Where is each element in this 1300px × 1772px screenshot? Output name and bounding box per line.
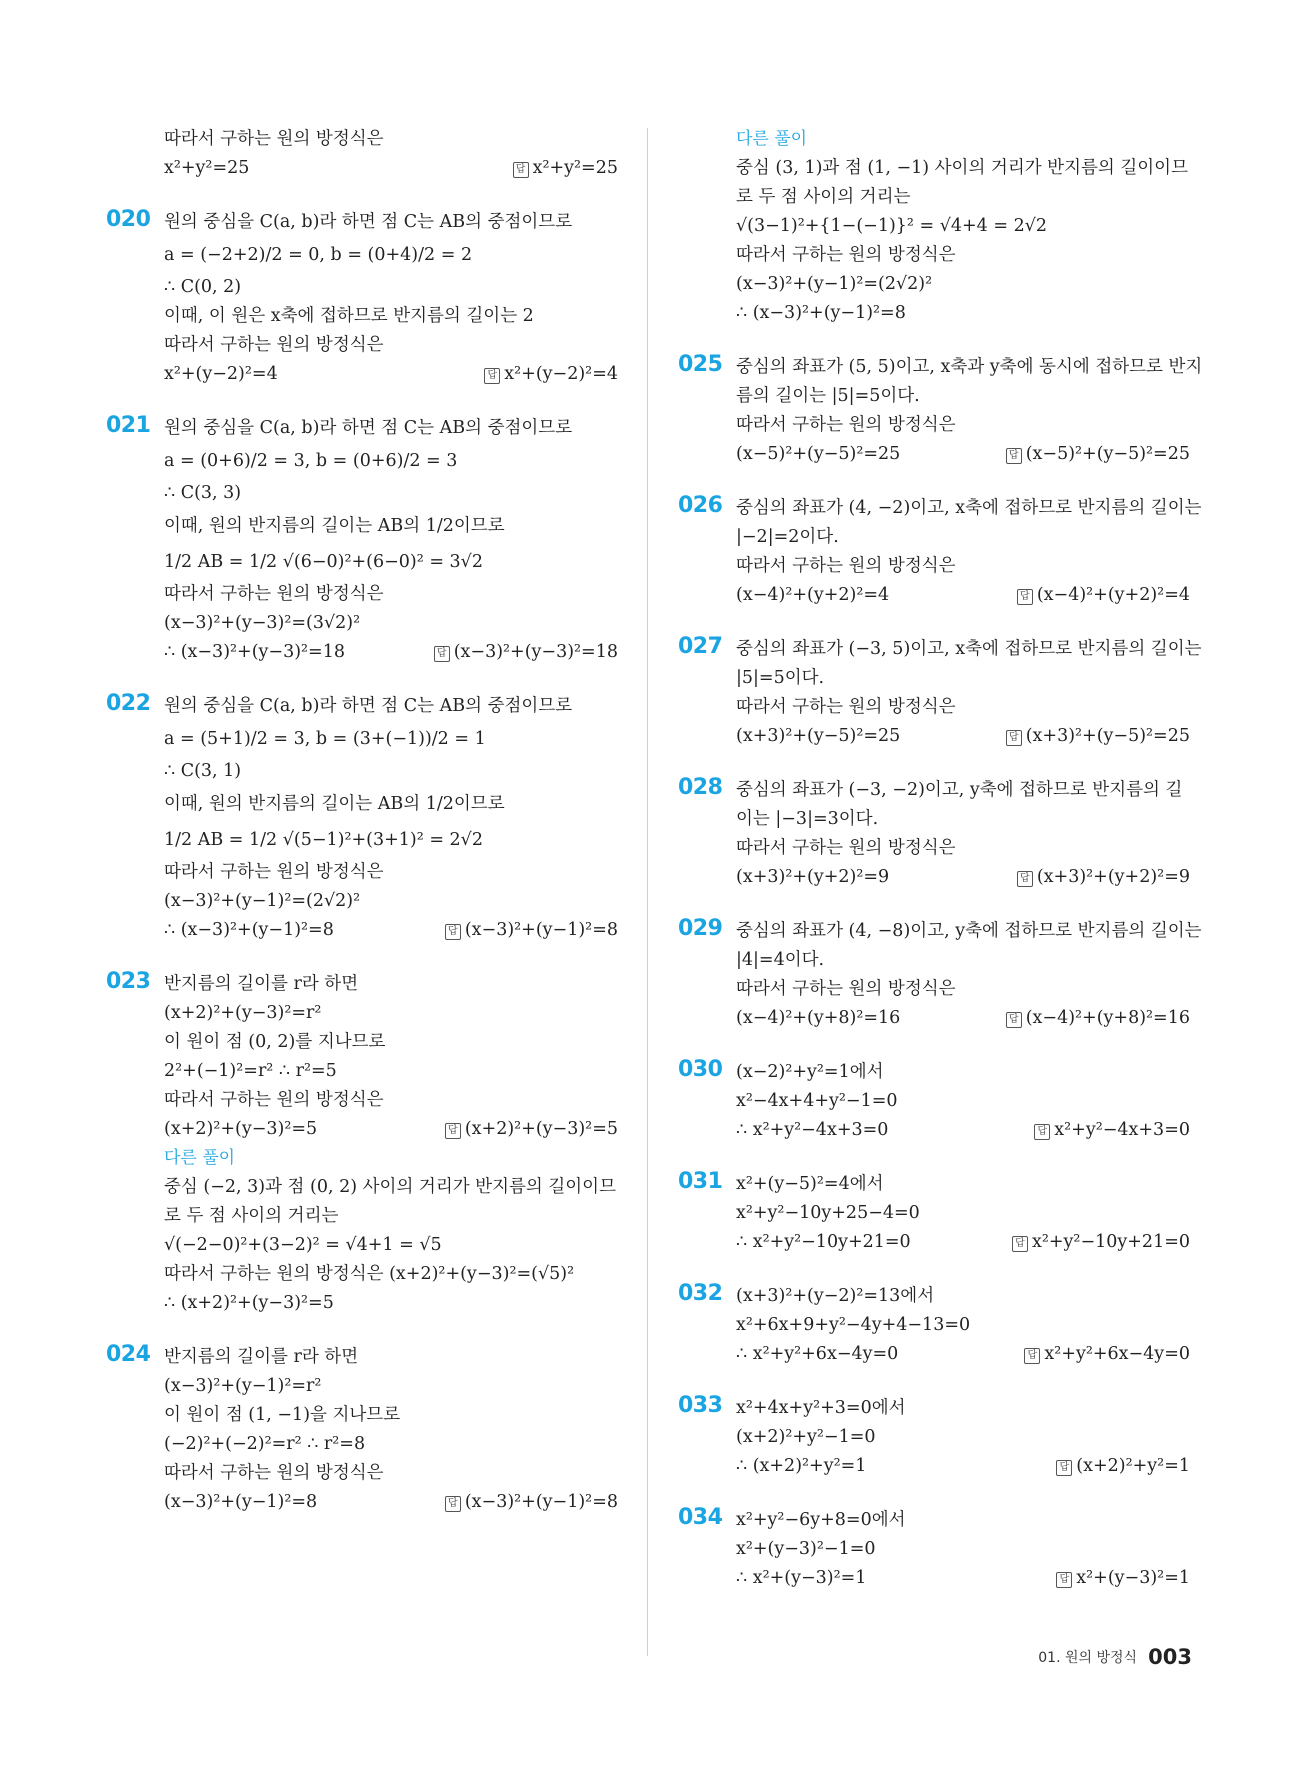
solution-line xyxy=(736,834,1190,863)
page-number: 003 xyxy=(1148,1645,1192,1669)
answer-mark-icon: 답 xyxy=(1056,1460,1072,1476)
problem-033 xyxy=(680,1394,1190,1481)
problem-020 xyxy=(108,208,618,389)
chapter-title: 01. 원의 방정식 xyxy=(1038,1650,1138,1666)
line-text: 원의 중심을 C(a, b)라 하면 점 C는 AB의 중점이므로 xyxy=(164,696,573,716)
line-text: (x−4)²+(y+2)²=4 xyxy=(736,585,890,605)
answer-mark-icon: 답 xyxy=(1056,1572,1072,1588)
line-text: 따라서 구하는 원의 방정식은 xyxy=(164,1463,384,1483)
line-text: (x−5)²+(y−5)²=25 xyxy=(736,444,901,464)
answer xyxy=(484,360,618,389)
solution-line xyxy=(736,183,1190,212)
solution-line xyxy=(736,382,1190,411)
answer-mark-icon: 답 xyxy=(513,162,529,178)
solution-line xyxy=(164,1028,618,1057)
line-text: 중심의 좌표가 (−3, 5)이고, x축에 접하므로 반지름의 길이는 xyxy=(736,639,1202,659)
line-text: (x+2)²+(y−3)²=5 xyxy=(164,1119,318,1139)
answer-text: (x+3)²+(y+2)²=9 xyxy=(1036,867,1190,887)
line-text: ∴ x²+(y−3)²=1 xyxy=(736,1568,867,1588)
line-text: 이때, 이 원은 x축에 접하므로 반지름의 길이는 2 xyxy=(164,306,534,326)
solution-line xyxy=(736,1311,1190,1340)
solution-line xyxy=(736,1535,1190,1564)
solution-line xyxy=(736,722,1190,751)
solution-line xyxy=(736,1087,1190,1116)
problem-022 xyxy=(108,692,618,945)
line-text: a = (−2+2)/2 = 0, b = (0+4)/2 = 2 xyxy=(164,245,473,265)
answer xyxy=(445,1488,618,1517)
line-text: 원의 중심을 C(a, b)라 하면 점 C는 AB의 중점이므로 xyxy=(164,212,573,232)
solution-line xyxy=(164,302,618,331)
line-text: ∴ x²+y²+6x−4y=0 xyxy=(736,1344,899,1364)
answer xyxy=(1024,1340,1190,1369)
answer-text: (x−4)²+(y+8)²=16 xyxy=(1025,1008,1190,1028)
problem-034 xyxy=(680,1506,1190,1593)
line-text: x²+y²−6y+8=0에서 xyxy=(736,1510,906,1530)
line-text: 1/2 AB = 1/2 √(5−1)²+(3+1)² = 2√2 xyxy=(164,830,483,850)
line-text: √(3−1)²+{1−(−1)}² = √4+4 = 2√2 xyxy=(736,216,1048,236)
problem-number: 032 xyxy=(678,1281,723,1306)
answer xyxy=(1017,863,1190,892)
solution-line xyxy=(164,887,618,916)
line-text: 따라서 구하는 원의 방정식은 xyxy=(164,862,384,882)
problem-number: 022 xyxy=(106,691,151,716)
line-text: 로 두 점 사이의 거리는 xyxy=(164,1206,339,1226)
answer-mark-icon: 답 xyxy=(1017,871,1033,887)
answer xyxy=(1006,722,1190,751)
solution-line xyxy=(164,1289,618,1318)
solution-line xyxy=(164,721,618,757)
line-text: (x+3)²+(y+2)²=9 xyxy=(736,867,890,887)
line-text: (x−3)²+(y−1)²=r² xyxy=(164,1376,322,1396)
line-text: (x−3)²+(y−3)²=(3√2)² xyxy=(164,613,361,633)
solution-line xyxy=(736,1506,1190,1535)
answer xyxy=(1056,1452,1190,1481)
line-text: (−2)²+(−2)²=r² ∴ r²=8 xyxy=(164,1434,366,1454)
answer-text: (x+2)²+(y−3)²=5 xyxy=(464,1119,618,1139)
problem-029 xyxy=(678,916,1202,1033)
problem-030 xyxy=(680,1058,1190,1145)
line-text: 중심의 좌표가 (4, −2)이고, x축에 접하므로 반지름의 길이는 xyxy=(736,498,1202,518)
line-text: ∴ (x−3)²+(y−1)²=8 xyxy=(164,920,334,940)
problem-number: 030 xyxy=(678,1057,723,1082)
line-text: x²+6x+9+y²−4y+4−13=0 xyxy=(736,1315,971,1335)
answer-text: (x+2)²+y²=1 xyxy=(1076,1456,1190,1476)
line-text: 로 두 점 사이의 거리는 xyxy=(736,187,911,207)
problem-number: 033 xyxy=(678,1393,723,1418)
line-text: x²+4x+y²+3=0에서 xyxy=(736,1398,906,1418)
solution-line xyxy=(736,917,1202,946)
answer-mark-icon: 답 xyxy=(445,1496,461,1512)
line-text: 중심의 좌표가 (−3, −2)이고, y축에 접하므로 반지름의 길 xyxy=(736,780,1183,800)
solution-line xyxy=(164,1430,618,1459)
solution-line xyxy=(736,1116,1190,1145)
line-text: 따라서 구하는 원의 방정식은 xyxy=(164,129,384,149)
line-text: √(−2−0)²+(3−2)² = √4+1 = √5 xyxy=(164,1235,442,1255)
line-text: (x+2)²+y²−1=0 xyxy=(736,1427,876,1447)
answer xyxy=(434,638,618,667)
problem-021 xyxy=(108,414,618,667)
solution-line xyxy=(736,440,1190,469)
line-text: (x−3)²+(y−1)²=(2√2)² xyxy=(164,891,361,911)
problem-026 xyxy=(678,493,1202,610)
solution-line xyxy=(736,494,1202,523)
answer-text: x²+y²=25 xyxy=(532,158,618,178)
solution-line xyxy=(736,523,1190,552)
line-text: 이는 |−3|=3이다. xyxy=(736,809,879,829)
line-text: 따라서 구하는 원의 방정식은 xyxy=(736,697,956,717)
line-text: 2²+(−1)²=r² ∴ r²=5 xyxy=(164,1061,337,1081)
line-text: 따라서 구하는 원의 방정식은 xyxy=(164,584,384,604)
problem-number: 020 xyxy=(106,207,151,232)
answer-text: (x−4)²+(y+2)²=4 xyxy=(1036,585,1190,605)
solution-line xyxy=(736,1452,1190,1481)
solution-line xyxy=(736,693,1190,722)
line-text: x²+y²−10y+25−4=0 xyxy=(736,1203,920,1223)
line-text: ∴ (x−3)²+(y−3)²=18 xyxy=(164,642,345,662)
answer xyxy=(1034,1116,1190,1145)
line-text: ∴ C(3, 3) xyxy=(164,483,242,503)
solution-line xyxy=(736,154,1190,183)
line-text: (x+3)²+(y−5)²=25 xyxy=(736,726,901,746)
line-text: x²−4x+4+y²−1=0 xyxy=(736,1091,898,1111)
problem-number: 031 xyxy=(678,1169,723,1194)
line-text: ∴ x²+y²−4x+3=0 xyxy=(736,1120,889,1140)
solution-line xyxy=(164,1086,618,1115)
solution-line xyxy=(164,1488,618,1517)
problem-number: 021 xyxy=(106,413,151,438)
line-text: ∴ (x+2)²+y²=1 xyxy=(736,1456,867,1476)
page-footer xyxy=(1038,1645,1192,1669)
line-text: 다른 풀이 xyxy=(164,1148,236,1168)
problem-032 xyxy=(680,1282,1190,1369)
answer-text: x²+y²+6x−4y=0 xyxy=(1044,1344,1190,1364)
answer-mark-icon: 답 xyxy=(434,646,450,662)
solution-line xyxy=(736,1170,1190,1199)
line-text: 따라서 구하는 원의 방정식은 xyxy=(736,979,956,999)
answer xyxy=(445,1115,618,1144)
answer-mark-icon: 답 xyxy=(1006,448,1022,464)
answer xyxy=(1056,1564,1190,1593)
solution-line xyxy=(164,479,618,508)
solution-line xyxy=(736,353,1203,382)
problem-number: 028 xyxy=(678,775,723,800)
problem-number: 023 xyxy=(106,969,151,994)
problem-number: 025 xyxy=(678,352,723,377)
solution-line xyxy=(164,692,618,721)
line-text: |5|=5이다. xyxy=(736,668,825,688)
solution-line xyxy=(164,273,618,302)
problem-031 xyxy=(680,1170,1190,1257)
line-text: 중심의 좌표가 (5, 5)이고, x축과 y축에 동시에 접하므로 반지 xyxy=(736,357,1203,377)
solution-line xyxy=(736,975,1190,1004)
solution-line xyxy=(164,999,618,1028)
line-text: (x−3)²+(y−1)²=8 xyxy=(164,1492,318,1512)
solution-line xyxy=(164,508,618,544)
problem-continuation xyxy=(680,125,1190,328)
solution-line xyxy=(736,241,1190,270)
line-text: (x+2)²+(y−3)²=r² xyxy=(164,1003,322,1023)
line-text: a = (5+1)/2 = 3, b = (3+(−1))/2 = 1 xyxy=(164,729,486,749)
solution-line xyxy=(164,1057,618,1086)
answer-text: x²+(y−2)²=4 xyxy=(504,364,618,384)
line-text: 따라서 구하는 원의 방정식은 xyxy=(164,1090,384,1110)
solution-line xyxy=(164,970,618,999)
solution-line xyxy=(736,664,1190,693)
line-text: x²+(y−5)²=4에서 xyxy=(736,1174,884,1194)
answer xyxy=(1006,440,1190,469)
line-text: (x−4)²+(y+8)²=16 xyxy=(736,1008,901,1028)
line-text: 1/2 AB = 1/2 √(6−0)²+(6−0)² = 3√2 xyxy=(164,552,483,572)
answer-text: x²+y²−4x+3=0 xyxy=(1054,1120,1190,1140)
line-text: 따라서 구하는 원의 방정식은 xyxy=(736,415,956,435)
solution-line xyxy=(736,1058,1190,1087)
solution-line xyxy=(164,1115,618,1144)
problem-number: 034 xyxy=(678,1505,723,1530)
line-text: |4|=4이다. xyxy=(736,950,825,970)
solution-line xyxy=(736,1423,1190,1452)
solution-line xyxy=(164,609,618,638)
answer xyxy=(1017,581,1190,610)
line-text: 따라서 구하는 원의 방정식은 xyxy=(736,245,956,265)
left-column xyxy=(108,125,618,1517)
line-text: ∴ C(0, 2) xyxy=(164,277,242,297)
line-text: 반지름의 길이를 r라 하면 xyxy=(164,1347,359,1367)
solution-line xyxy=(736,1199,1190,1228)
answer-mark-icon: 답 xyxy=(1024,1348,1040,1364)
line-text: x²+(y−3)²−1=0 xyxy=(736,1539,876,1559)
solution-line xyxy=(164,154,618,183)
solution-line xyxy=(164,208,618,237)
line-text: 반지름의 길이를 r라 하면 xyxy=(164,974,359,994)
problem-continuation xyxy=(108,125,618,183)
solution-line xyxy=(164,1401,618,1430)
answer xyxy=(1012,1228,1190,1257)
answer-text: x²+(y−3)²=1 xyxy=(1076,1568,1190,1588)
line-text: 원의 중심을 C(a, b)라 하면 점 C는 AB의 중점이므로 xyxy=(164,418,573,438)
solution-line xyxy=(164,757,618,786)
solution-line xyxy=(164,1231,618,1260)
problem-number: 029 xyxy=(678,916,723,941)
answer-text: (x+3)²+(y−5)²=25 xyxy=(1025,726,1190,746)
solution-line xyxy=(736,1228,1190,1257)
solution-line xyxy=(164,638,618,667)
solution-line xyxy=(164,786,618,822)
answer-mark-icon: 답 xyxy=(1017,589,1033,605)
line-text: ∴ (x+2)²+(y−3)²=5 xyxy=(164,1293,334,1313)
right-column xyxy=(678,125,1203,1593)
solution-line xyxy=(736,552,1190,581)
line-text: 이 원이 점 (0, 2)를 지나므로 xyxy=(164,1032,386,1052)
problem-028 xyxy=(680,776,1190,892)
answer-text: (x−3)²+(y−3)²=18 xyxy=(453,642,618,662)
solution-line xyxy=(736,212,1190,241)
solution-line xyxy=(736,776,1190,805)
solution-line xyxy=(736,635,1202,664)
line-text: 다른 풀이 xyxy=(736,129,808,149)
line-text: 중심 (−2, 3)과 점 (0, 2) 사이의 거리가 반지름의 길이이므 xyxy=(164,1177,616,1197)
problem-024 xyxy=(108,1343,618,1517)
solution-line xyxy=(736,270,1190,299)
solution-line xyxy=(736,1340,1190,1369)
answer-mark-icon: 답 xyxy=(1012,1236,1028,1252)
solution-line xyxy=(164,916,618,945)
solution-line xyxy=(164,331,618,360)
solution-line xyxy=(736,946,1190,975)
line-text: ∴ C(3, 1) xyxy=(164,761,242,781)
line-text: 중심 (3, 1)과 점 (1, −1) 사이의 거리가 반지름의 길이이므 xyxy=(736,158,1188,178)
line-text: 름의 길이는 |5|=5이다. xyxy=(736,386,920,406)
problem-number: 024 xyxy=(106,1342,151,1367)
solution-line xyxy=(164,1372,618,1401)
solution-line xyxy=(164,1459,618,1488)
solution-line xyxy=(164,858,618,887)
problem-027 xyxy=(678,634,1202,751)
line-text: 이때, 원의 반지름의 길이는 AB의 1/2이므로 xyxy=(164,516,505,536)
solution-line xyxy=(736,411,1190,440)
line-text: 따라서 구하는 원의 방정식은 xyxy=(736,556,956,576)
answer-mark-icon: 답 xyxy=(445,1123,461,1139)
answer xyxy=(1006,1004,1190,1033)
answer-text: x²+y²−10y+21=0 xyxy=(1032,1232,1190,1252)
line-text: (x−2)²+y²=1에서 xyxy=(736,1062,884,1082)
line-text: ∴ (x−3)²+(y−1)²=8 xyxy=(736,303,906,323)
problem-number: 026 xyxy=(678,493,723,518)
solution-line xyxy=(164,1202,618,1231)
line-text: (x−3)²+(y−1)²=(2√2)² xyxy=(736,274,933,294)
line-text: 따라서 구하는 원의 방정식은 (x+2)²+(y−3)²=(√5)² xyxy=(164,1264,575,1284)
answer-text: (x−5)²+(y−5)²=25 xyxy=(1025,444,1190,464)
solution-line xyxy=(736,581,1190,610)
line-text: x²+(y−2)²=4 xyxy=(164,364,278,384)
alt-solution-heading xyxy=(736,125,1190,154)
answer-mark-icon: 답 xyxy=(484,368,500,384)
line-text: 중심의 좌표가 (4, −8)이고, y축에 접하므로 반지름의 길이는 xyxy=(736,921,1202,941)
solution-line xyxy=(736,299,1190,328)
solution-line xyxy=(164,125,618,154)
answer-mark-icon: 답 xyxy=(445,924,461,940)
solution-line xyxy=(736,1282,1190,1311)
alt-solution-heading xyxy=(164,1144,618,1173)
solution-line xyxy=(736,1004,1190,1033)
solution-line xyxy=(736,863,1190,892)
solution-line xyxy=(164,1260,618,1289)
solution-line xyxy=(164,1343,618,1372)
problem-number: 027 xyxy=(678,634,723,659)
line-text: ∴ x²+y²−10y+21=0 xyxy=(736,1232,911,1252)
solution-line xyxy=(164,237,618,273)
solution-line xyxy=(164,822,618,858)
answer-text: (x−3)²+(y−1)²=8 xyxy=(464,1492,618,1512)
solution-line xyxy=(164,580,618,609)
column-divider xyxy=(647,128,648,1656)
line-text: (x+3)²+(y−2)²=13에서 xyxy=(736,1286,935,1306)
line-text: 이때, 원의 반지름의 길이는 AB의 1/2이므로 xyxy=(164,794,505,814)
answer-text: (x−3)²+(y−1)²=8 xyxy=(464,920,618,940)
line-text: x²+y²=25 xyxy=(164,158,250,178)
line-text: |−2|=2이다. xyxy=(736,527,839,547)
line-text: a = (0+6)/2 = 3, b = (0+6)/2 = 3 xyxy=(164,451,458,471)
solution-line xyxy=(164,544,618,580)
solution-line xyxy=(736,1564,1190,1593)
answer xyxy=(513,154,618,183)
solution-line xyxy=(736,805,1190,834)
line-text: 따라서 구하는 원의 방정식은 xyxy=(164,335,384,355)
solution-line xyxy=(736,1394,1190,1423)
answer xyxy=(445,916,618,945)
solution-line xyxy=(164,360,618,389)
line-text: 따라서 구하는 원의 방정식은 xyxy=(736,838,956,858)
solution-line xyxy=(164,443,618,479)
answer-mark-icon: 답 xyxy=(1034,1124,1050,1140)
line-text: 이 원이 점 (1, −1)을 지나므로 xyxy=(164,1405,401,1425)
solution-line xyxy=(164,1173,618,1202)
solution-line xyxy=(164,414,618,443)
answer-mark-icon: 답 xyxy=(1006,1012,1022,1028)
answer-mark-icon: 답 xyxy=(1006,730,1022,746)
problem-023 xyxy=(108,970,618,1318)
problem-025 xyxy=(678,352,1203,469)
